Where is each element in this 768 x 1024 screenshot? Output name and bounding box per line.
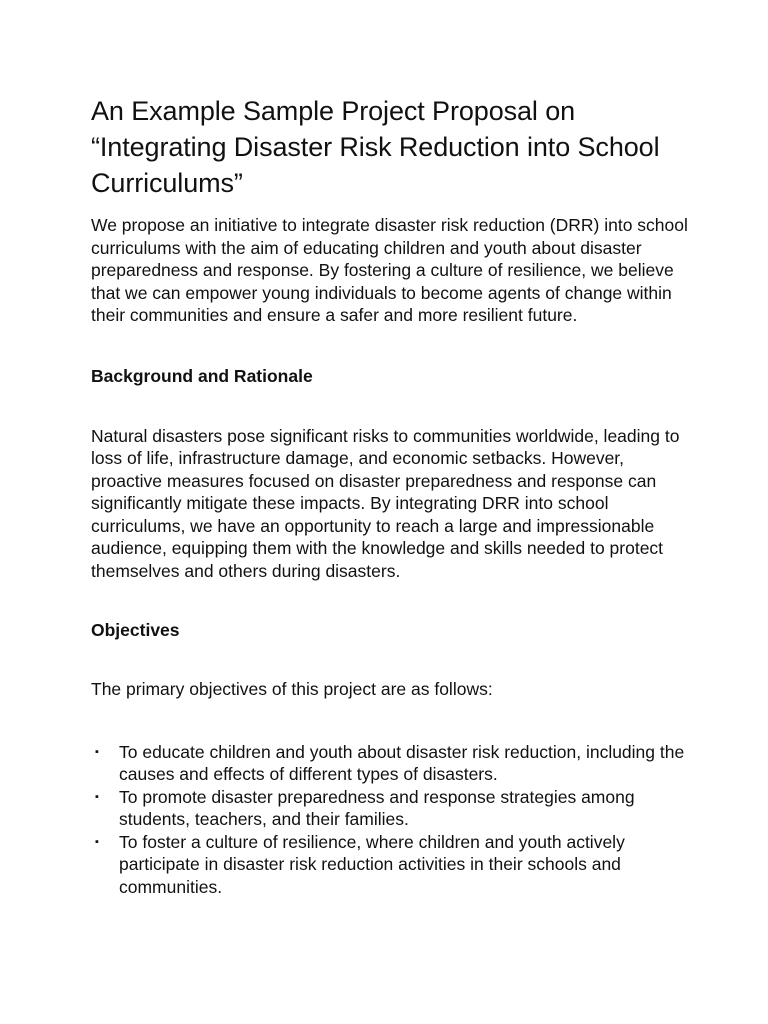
objectives-heading: Objectives	[91, 620, 180, 640]
document-page	[91, 93, 691, 898]
background-paragraph: Natural disasters pose significant risks to communities worldwide, leading to loss of life, infrastructure damage, and economic setbacks. However, proactive measures focused on disaster preparedness and response can significantly mitigate these impacts. By integrating DRR into school curriculums, we have an opportunity to reach a large and impressionable audience, equipping them with the knowledge and skills needed to protect themselves and others during disasters.	[91, 425, 680, 581]
document-title: An Example Sample Project Proposal on “Integrating Disaster Risk Reduction into School Curriculums”	[91, 96, 660, 198]
list-item-text: To educate children and youth about disaster risk reduction, including the causes and effects of different types of disasters.	[119, 741, 685, 784]
list-item	[91, 831, 691, 899]
objectives-lead-paragraph: The primary objectives of this project are as follows:	[91, 679, 493, 699]
list-item-text: To promote disaster preparedness and response strategies among students, teachers, and their families.	[119, 786, 635, 829]
bullet-icon: ▪	[95, 790, 99, 803]
list-item-text: To foster a culture of resilience, where children and youth actively participate in disaster risk reduction activities in their schools and communities.	[119, 831, 625, 897]
list-item	[91, 741, 691, 786]
list-item	[91, 786, 691, 831]
objectives-list	[91, 741, 691, 899]
background-heading: Background and Rationale	[91, 365, 313, 386]
bullet-icon: ▪	[95, 745, 99, 758]
bullet-icon: ▪	[95, 835, 99, 848]
intro-paragraph: We propose an initiative to integrate disaster risk reduction (DRR) into school curriculums with the aim of educating children and youth about disaster preparedness and response. By fostering a culture of resilience, we believe that we can empower young individuals to become agents of change within their communities and ensure a safer and more resilient future.	[91, 215, 688, 325]
